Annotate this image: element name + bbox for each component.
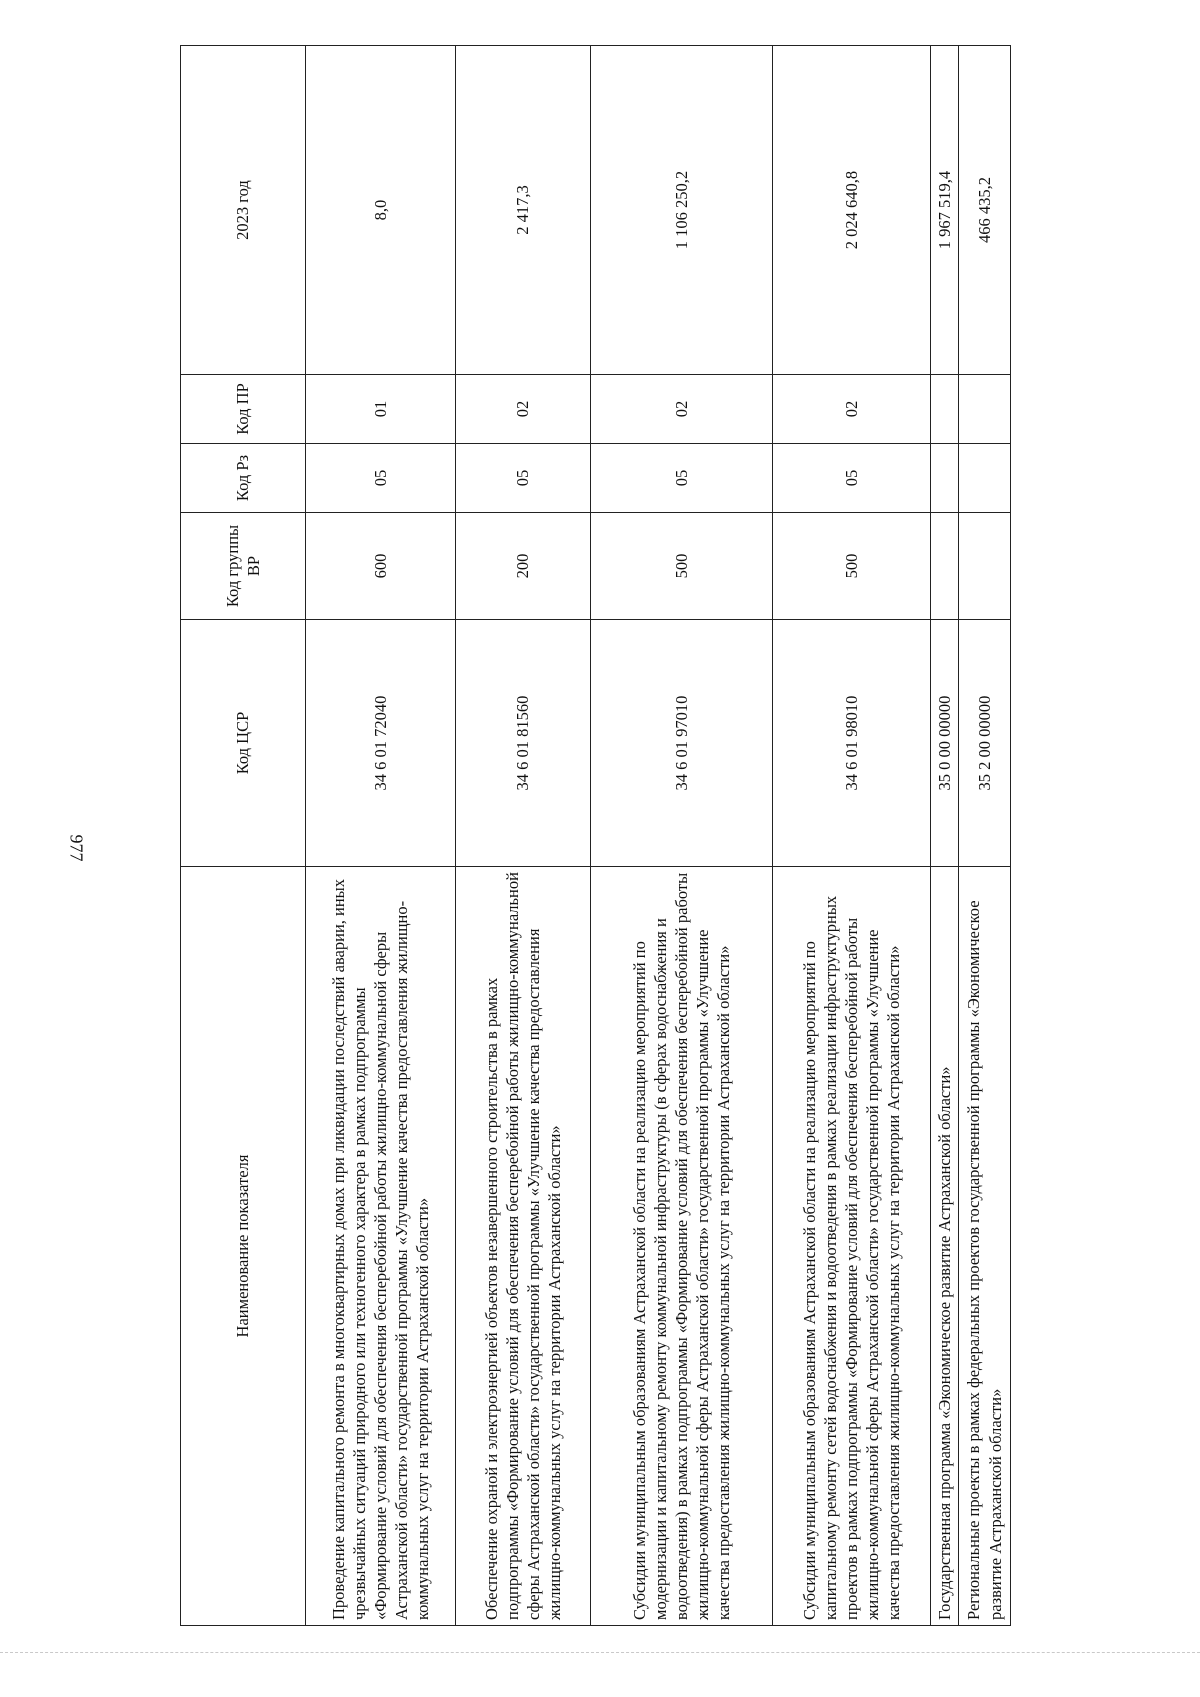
row-csr: 34 6 01 98010 — [773, 620, 931, 867]
row-rz: 05 — [456, 444, 591, 513]
page-number: 977 — [66, 834, 87, 862]
header-year: 2023 год — [181, 46, 306, 375]
row-rz: 05 — [773, 444, 931, 513]
header-pr: Код ПР — [181, 375, 306, 444]
scan-edge-line — [0, 1652, 1200, 1653]
table-row — [773, 46, 931, 1626]
row-name: Государственная программа «Экономическое развитие Астраханской области» — [931, 867, 959, 1626]
row-name: Субсидии муниципальным образованиям Астраханской области на реализацию мероприятий по модернизации и капитальному ремонту коммунальной инфраструктуры (в сферах водоснабжения и водоотведения) в рамках подпрограммы «Формирование условий для обеспечения бесперебойной работы жилищно-коммунальной сферы Астраханской области» государственной программы «Улучшение качества предоставления жилищно-коммунальных услуг на территории Астраханской области» — [591, 867, 773, 1626]
row-value: 1 967 519,4 — [931, 46, 959, 375]
row-vr — [931, 513, 959, 620]
rotated-table-wrapper — [180, 46, 1076, 1626]
row-vr: 200 — [456, 513, 591, 620]
table-row — [591, 46, 773, 1626]
row-vr: 500 — [773, 513, 931, 620]
row-value: 2 024 640,8 — [773, 46, 931, 375]
row-name: Субсидии муниципальным образованиям Астраханской области на реализацию мероприятий по капитальному ремонту сетей водоснабжения и водоотведения в рамках реализации инфраструктурных проектов в рамках подпрограммы «Формирование условий для обеспечения бесперебойной работы жилищно-коммунальной сферы Астраханской области» государственной программы «Улучшение качества предоставления жилищно-коммунальных услуг на территории Астраханской области» — [773, 867, 931, 1626]
row-value: 1 106 250,2 — [591, 46, 773, 375]
table-row — [931, 46, 959, 1626]
row-value: 2 417,3 — [456, 46, 591, 375]
row-pr: 02 — [591, 375, 773, 444]
row-vr: 600 — [306, 513, 456, 620]
row-pr: 02 — [773, 375, 931, 444]
row-csr: 35 2 00 00000 — [959, 620, 1011, 867]
table-row — [306, 46, 456, 1626]
row-rz: 05 — [306, 444, 456, 513]
row-rz — [931, 444, 959, 513]
row-name: Обеспечение охраной и электроэнергией объектов незавершенного строительства в рамках подпрограммы «Формирование условий для обеспечения бесперебойной работы жилищно-коммунальной сферы Астраханской области» государственной программы «Улучшение качества предоставления жилищно-коммунальных услуг на территории Астраханской области» — [456, 867, 591, 1626]
row-name: Региональные проекты в рамках федеральных проектов государственной программы «Экономическое развитие Астраханской области» — [959, 867, 1011, 1626]
row-csr: 35 0 00 00000 — [931, 620, 959, 867]
row-pr — [931, 375, 959, 444]
row-csr: 34 6 01 97010 — [591, 620, 773, 867]
row-csr: 34 6 01 81560 — [456, 620, 591, 867]
header-vr: Код группы ВР — [181, 513, 306, 620]
table-row — [959, 46, 1011, 1626]
table-header-row — [181, 46, 306, 1626]
header-csr: Код ЦСР — [181, 620, 306, 867]
row-value: 8,0 — [306, 46, 456, 375]
row-value: 466 435,2 — [959, 46, 1011, 375]
row-csr: 34 6 01 72040 — [306, 620, 456, 867]
table-row — [456, 46, 591, 1626]
row-pr — [959, 375, 1011, 444]
header-name: Наименование показателя — [181, 867, 306, 1626]
header-rz: Код Рз — [181, 444, 306, 513]
row-rz — [959, 444, 1011, 513]
row-vr — [959, 513, 1011, 620]
row-pr: 02 — [456, 375, 591, 444]
row-pr: 01 — [306, 375, 456, 444]
row-name: Проведение капитального ремонта в многоквартирных домах при ликвидации последствий аварии, иных чрезвычайных ситуаций природного или техногенного характера в рамках подпрограммы «Формирование условий для обеспечения бесперебойной работы жилищно-коммунальной сферы Астраханской области» государственной программы «Улучшение качества предоставления жилищно-коммунальных услуг на территории Астраханской области» — [306, 867, 456, 1626]
row-vr: 500 — [591, 513, 773, 620]
budget-table — [180, 45, 1011, 1626]
row-rz: 05 — [591, 444, 773, 513]
